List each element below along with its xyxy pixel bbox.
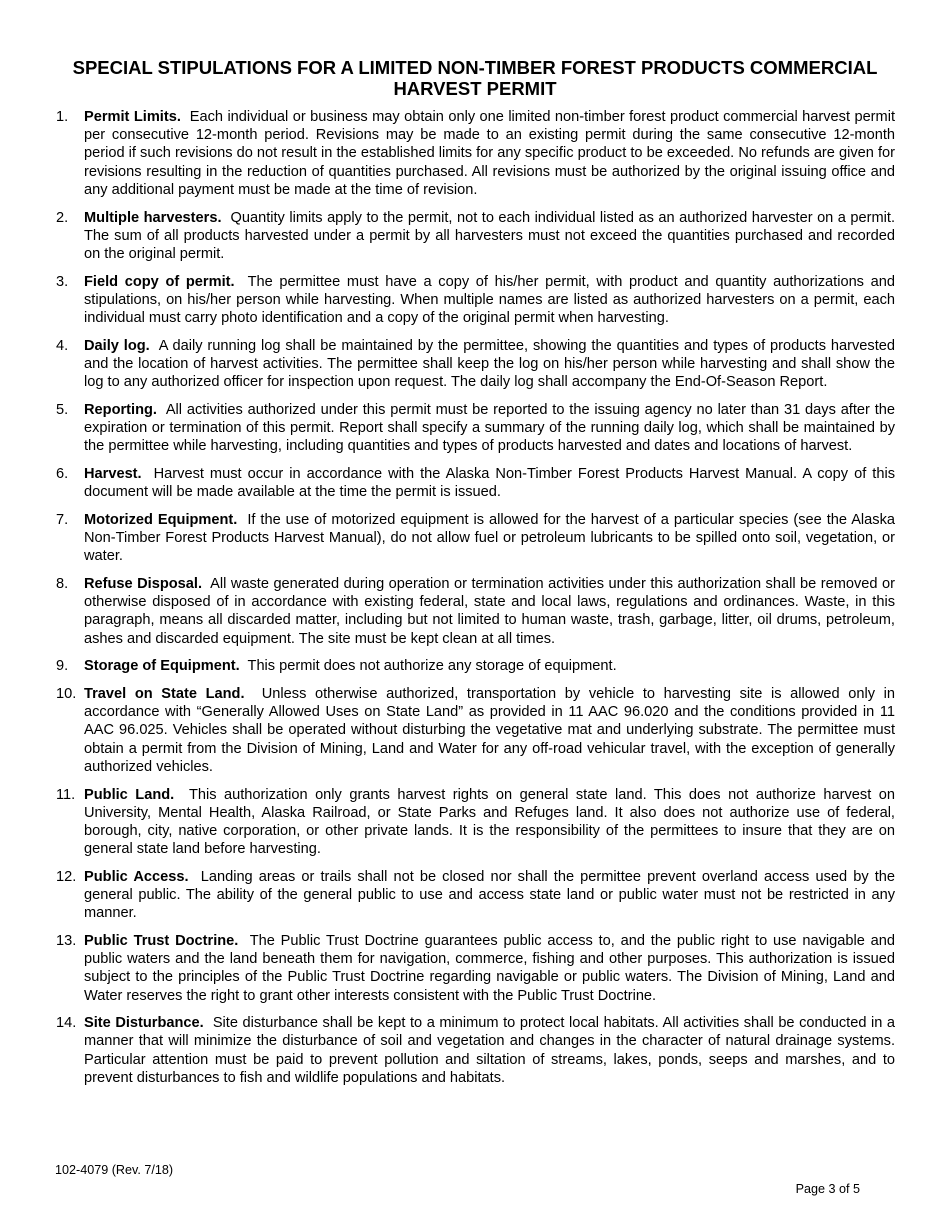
stipulation-number: 8. bbox=[56, 575, 69, 592]
stipulation-text bbox=[84, 1014, 895, 1087]
stipulation-body: All waste generated during operation or termination activities under this authorization shall be removed or otherwise disposed of in accordance with existing federal, state and local laws, regulations and ordinances. Waste, in this paragraph, means all discarded matter, including but not limited to human waste, trash, garbage, litter, oil drums, petroleum, ashes and discarded equipment. The site must be kept clean at all times. bbox=[84, 575, 895, 647]
stipulation-item bbox=[56, 575, 895, 648]
stipulation-item bbox=[56, 209, 895, 264]
stipulation-text bbox=[84, 575, 895, 648]
page-number: Page 3 of 5 bbox=[795, 1182, 860, 1196]
stipulation-heading: Travel on State Land. bbox=[84, 685, 245, 702]
stipulation-item bbox=[56, 932, 895, 1005]
stipulation-body: Site disturbance shall be kept to a minimum to protect local habitats. All activities shall be conducted in a manner that will minimize the disturbance of soil and vegetation and changes in the character of natural drainage systems. Particular attention must be paid to prevent pollution and siltation of streams, lakes, ponds, seeps and marshes, and to prevent disturbances to fish and wildlife populations and habitats. bbox=[84, 1015, 896, 1086]
stipulation-text bbox=[84, 685, 895, 776]
stipulation-heading: Motorized Equipment. bbox=[84, 511, 238, 528]
stipulation-text bbox=[84, 868, 895, 923]
stipulation-body: Each individual or business may obtain only one limited non-timber forest product commercial harvest permit per consecutive 12-month period. Revisions may be made to an existing permit during the same consecutive 12-month period if such revisions do not result in the established limits for any specific product to be exceeded. No refunds are given for revisions resulting in the reduction of quantities purchased. All revisions must be authorized by the original issuing office and any additional payment must be made at the time of revision. bbox=[84, 109, 895, 198]
stipulation-heading: Site Disturbance. bbox=[84, 1015, 204, 1032]
stipulation-heading: Public Trust Doctrine. bbox=[84, 932, 239, 949]
stipulation-number: 5. bbox=[56, 401, 69, 418]
stipulation-item bbox=[56, 337, 895, 392]
stipulation-number: 14. bbox=[56, 1015, 77, 1032]
stipulation-text bbox=[84, 465, 895, 501]
stipulation-text bbox=[84, 786, 895, 859]
stipulation-number: 12. bbox=[56, 868, 77, 885]
form-number: 102-4079 (Rev. 7/18) bbox=[55, 1163, 174, 1177]
stipulation-number: 3. bbox=[56, 273, 69, 290]
stipulation-text bbox=[84, 401, 895, 456]
stipulation-item bbox=[56, 1014, 895, 1087]
stipulation-text bbox=[84, 511, 895, 566]
stipulation-body: Quantity limits apply to the permit, not to each individual listed as an authorized harvester on a permit. The sum of all products harvested under a permit by all harvesters must not exceed the quantities purchased and recorded on the original permit. bbox=[84, 209, 895, 262]
stipulation-text bbox=[84, 108, 895, 199]
stipulation-item bbox=[56, 868, 895, 923]
stipulation-item bbox=[56, 685, 895, 776]
stipulation-heading: Public Land. bbox=[84, 786, 175, 803]
stipulation-text bbox=[84, 273, 895, 328]
stipulation-item bbox=[56, 273, 895, 328]
stipulation-body: Landing areas or trails shall not be closed nor shall the permittee prevent overland access used by the general public. The ability of the general public to use and access state land or public water must not be restricted in any manner. bbox=[84, 868, 895, 922]
stipulation-number: 6. bbox=[56, 465, 69, 482]
stipulation-heading: Field copy of permit. bbox=[84, 273, 235, 290]
stipulation-body: This authorization only grants harvest rights on general state land. This does not authorize harvest on University, Mental Health, Alaska Railroad, or State Parks and Refuges land. It also does not authorize use of federal, borough, city, native corporation, or other private lands. It is the responsibility of the permittees to insure that they are on general state land before harvesting. bbox=[84, 786, 895, 858]
stipulation-item bbox=[56, 465, 895, 501]
stipulation-number: 9. bbox=[56, 658, 69, 675]
stipulation-heading: Daily log. bbox=[84, 337, 150, 354]
stipulation-body: The permittee must have a copy of his/her permit, with product and quantity authorizations and stipulations, on his/her person while harvesting. When multiple names are listed as authorized harvesters on a permit, each individual must carry photo identification and a copy of the original permit when harvesting. bbox=[84, 273, 895, 327]
stipulation-heading: Reporting. bbox=[84, 401, 157, 418]
stipulation-body: All activities authorized under this permit must be reported to the issuing agency no later than 31 days after the expiration or termination of this permit. Report shall specify a summary of the running daily log, which shall be maintained by the permittee while harvesting, including quantities and types of products harvested and dates and locations of harvest. bbox=[84, 401, 895, 455]
stipulation-heading: Permit Limits. bbox=[84, 109, 181, 125]
stipulation-heading: Refuse Disposal. bbox=[84, 575, 203, 592]
stipulation-heading: Storage of Equipment. bbox=[84, 658, 240, 675]
stipulation-body: This permit does not authorize any storage of equipment. bbox=[247, 658, 617, 675]
stipulation-item bbox=[56, 511, 895, 566]
stipulation-text bbox=[84, 657, 895, 675]
stipulation-number: 2. bbox=[56, 209, 69, 226]
stipulation-number: 11. bbox=[56, 786, 76, 803]
stipulation-text bbox=[84, 209, 895, 264]
stipulation-number: 7. bbox=[56, 511, 69, 528]
stipulation-body: A daily running log shall be maintained by the permittee, showing the quantities and types of products harvested and the location of harvest activities. The permittee shall keep the log on his/her person while harvesting and shall show the log to any authorized officer for inspection upon request. The daily log shall accompany the End-Of-Season Report. bbox=[84, 337, 895, 391]
stipulation-item bbox=[56, 657, 895, 675]
stipulation-number: 1. bbox=[56, 109, 69, 125]
stipulation-item bbox=[56, 401, 895, 456]
stipulation-text bbox=[84, 337, 895, 392]
stipulation-body: Harvest must occur in accordance with the Alaska Non-Timber Forest Products Harvest Manual. A copy of this document will be made available at the time the permit is issued. bbox=[84, 465, 895, 501]
stipulation-item bbox=[56, 786, 895, 859]
stipulation-body: The Public Trust Doctrine guarantees public access to, and the public right to use navigable and public waters and the land beneath them for navigation, commerce, fishing and other purposes. This authorization is issued subject to the principles of the Public Trust Doctrine regarding navigable or public waters. The Division of Mining, Land and Water reserves the right to grant other interests consistent with the Public Trust Doctrine. bbox=[84, 932, 895, 1004]
stipulation-number: 10. bbox=[56, 685, 77, 702]
stipulation-body: Unless otherwise authorized, transportation by vehicle to harvesting site is allowed only in accordance with “Generally Allowed Uses on State Land” as provided in 11 AAC 96.020 and the conditions provided in 11 AAC 96.025. Vehicles shall be operated without disturbing the vegetative mat and underlying substrate. The permittee must obtain a permit from the Division of Mining, Land and Water for any off-road vehicular travel, with the exception of generally authorized vehicles. bbox=[84, 685, 895, 775]
stipulation-number: 13. bbox=[56, 932, 77, 949]
stipulation-item bbox=[56, 108, 895, 199]
document-title: SPECIAL STIPULATIONS FOR A LIMITED NON-TIMBER FOREST PRODUCTS COMMERCIAL HARVEST PERMIT bbox=[72, 57, 878, 99]
stipulation-text bbox=[84, 932, 895, 1005]
stipulation-heading: Public Access. bbox=[84, 868, 189, 885]
stipulation-heading: Harvest. bbox=[84, 465, 142, 482]
stipulations-list bbox=[56, 108, 895, 1097]
stipulation-number: 4. bbox=[56, 337, 69, 354]
stipulation-body: If the use of motorized equipment is allowed for the harvest of a particular species (see the Alaska Non-Timber Forest Products Harvest Manual), do not allow fuel or petroleum lubricants to be spilled onto soil, vegetation, or water. bbox=[84, 511, 895, 565]
stipulation-heading: Multiple harvesters. bbox=[84, 209, 222, 226]
